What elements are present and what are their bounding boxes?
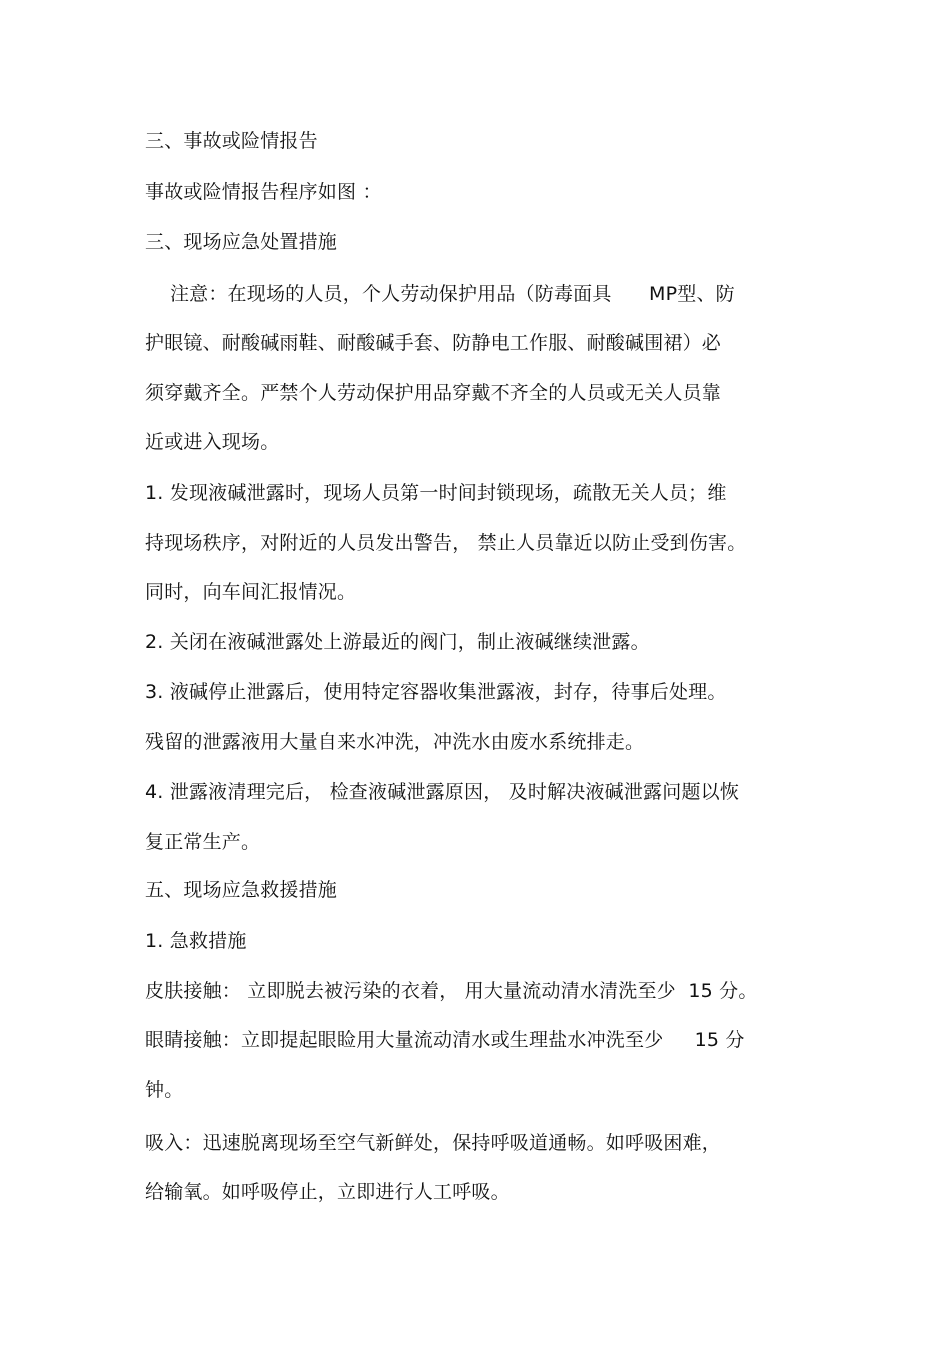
subsection-heading-first-aid: 1. 急救措施 <box>145 930 247 952</box>
section-heading-incident-report: 三、事故或险情报告 <box>145 130 318 152</box>
paragraph-line: 同时，向车间汇报情况。 <box>145 581 357 603</box>
paragraph-line: 皮肤接触： 立即脱去被污染的衣着， 用大量流动清水清洗至少 15 分。 <box>145 980 758 1002</box>
paragraph-line: 给输氧。如呼吸停止，立即进行人工呼吸。 <box>145 1181 510 1203</box>
paragraph-line: 持现场秩序，对附近的人员发出警告， 禁止人员靠近以防止受到伤害。 <box>145 532 747 554</box>
paragraph-line: 事故或险情报告程序如图 ： <box>145 181 382 203</box>
section-heading-rescue-measures: 五、现场应急救援措施 <box>145 879 338 901</box>
list-item-4: 4. 泄露液清理完后， 检查液碱泄露原因， 及时解决液碱泄露问题以恢 <box>145 781 740 803</box>
paragraph-line: 眼睛接触：立即提起眼睑用大量流动清水或生理盐水冲洗至少 15 分 <box>145 1029 745 1051</box>
paragraph-line: 护眼镜、耐酸碱雨鞋、耐酸碱手套、防静电工作服、耐酸碱围裙）必 <box>145 332 722 354</box>
paragraph-line: 复正常生产。 <box>145 831 261 853</box>
list-item-1: 1. 发现液碱泄露时，现场人员第一时间封锁现场，疏散无关人员；维 <box>145 482 727 504</box>
paragraph-line: 残留的泄露液用大量自来水冲洗，冲洗水由废水系统排走。 <box>145 731 645 753</box>
paragraph-line: 吸入：迅速脱离现场至空气新鲜处，保持呼吸道通畅。如呼吸困难， <box>145 1132 722 1154</box>
paragraph-line: 注意：在现场的人员，个人劳动保护用品（防毒面具 MP型、防 <box>145 283 735 305</box>
paragraph-line: 近或进入现场。 <box>145 431 280 453</box>
section-heading-onsite-measures: 三、现场应急处置措施 <box>145 231 338 253</box>
list-item-2: 2. 关闭在液碱泄露处上游最近的阀门，制止液碱继续泄露。 <box>145 631 650 653</box>
list-item-3: 3. 液碱停止泄露后，使用特定容器收集泄露液，封存，待事后处理。 <box>145 681 727 703</box>
paragraph-line: 须穿戴齐全。严禁个人劳动保护用品穿戴不齐全的人员或无关人员靠 <box>145 382 722 404</box>
paragraph-line: 钟。 <box>145 1079 184 1101</box>
